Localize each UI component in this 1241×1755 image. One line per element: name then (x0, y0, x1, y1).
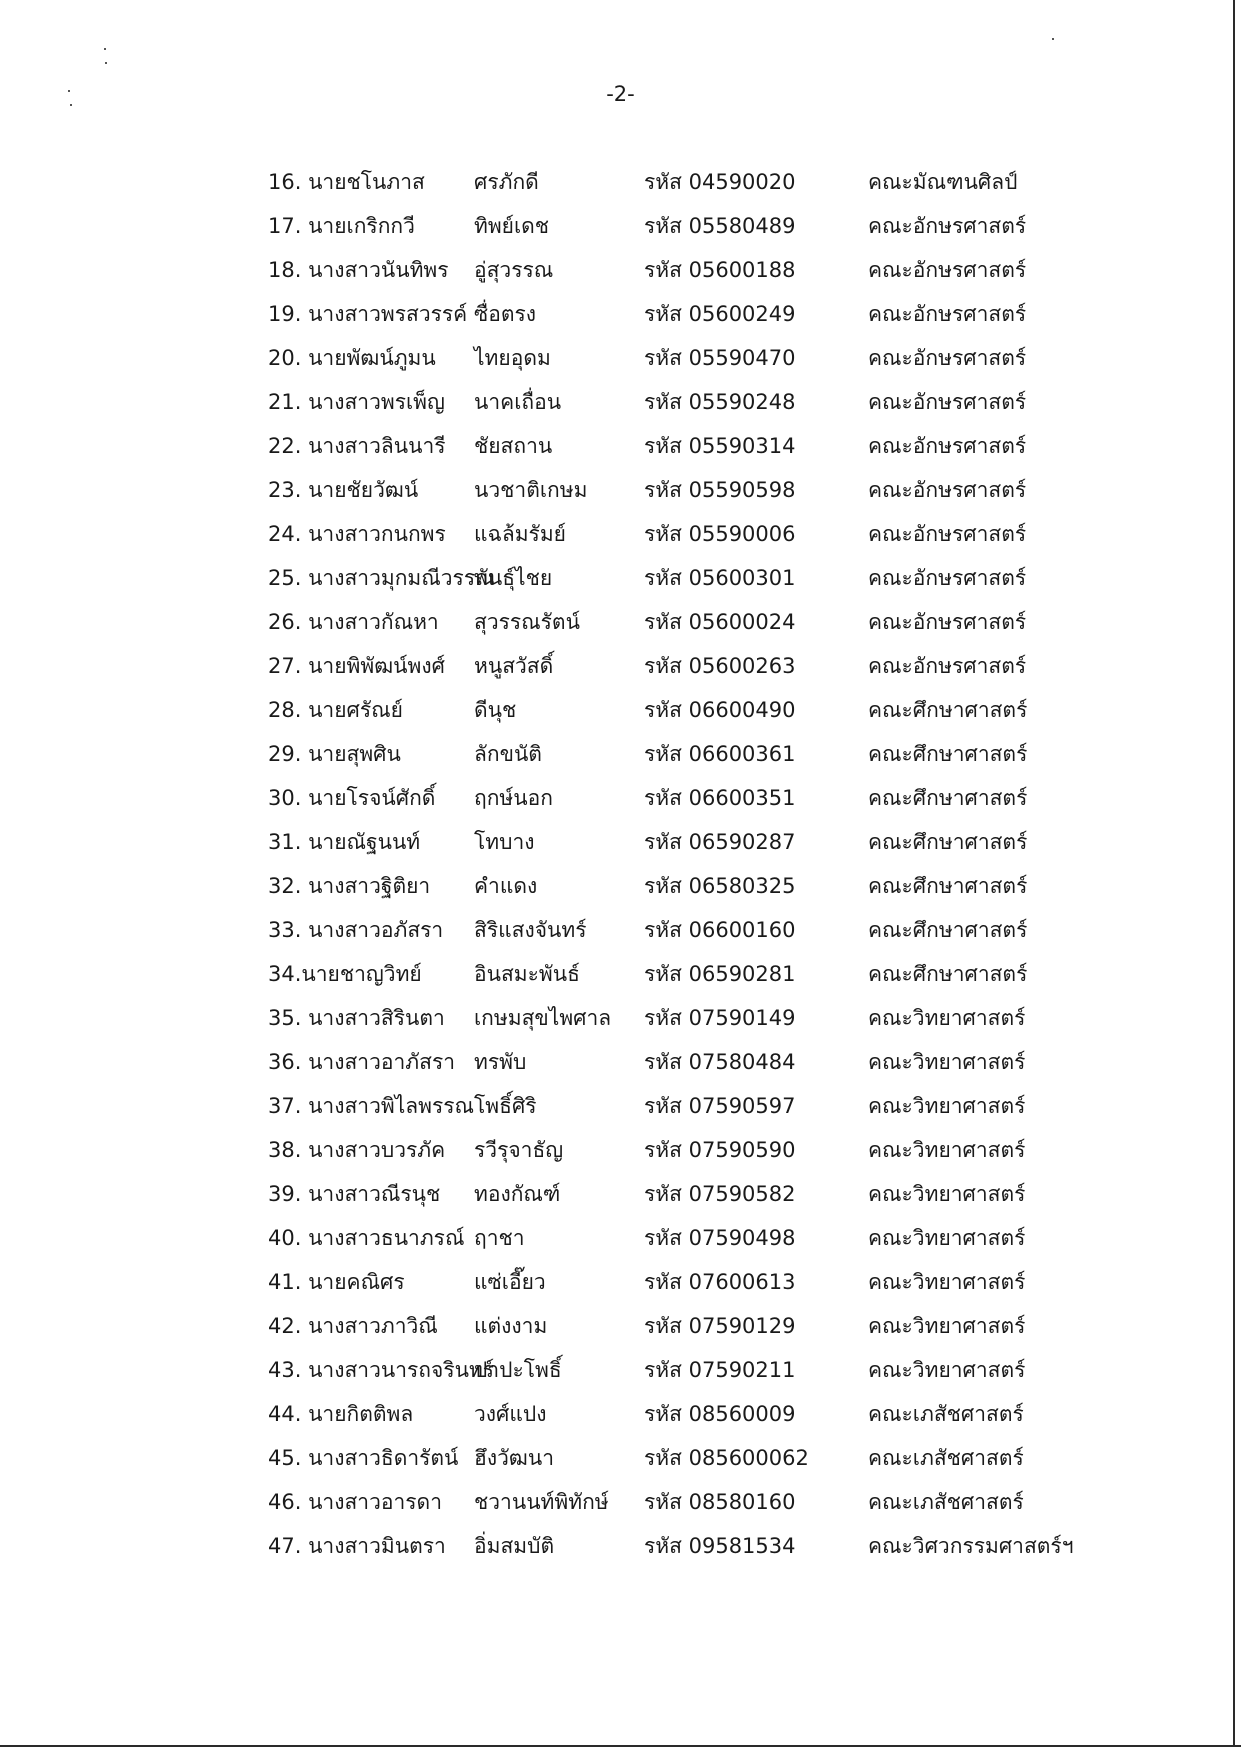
student-name: 37. นางสาวพิไลพรรณ (268, 1094, 475, 1118)
student-code: รหัส 07590582 (644, 1182, 796, 1206)
student-code: รหัส 05600263 (644, 654, 796, 678)
list-item (268, 380, 1088, 424)
list-item (268, 1392, 1088, 1436)
student-faculty: คณะวิทยาศาสตร์ (868, 1270, 1026, 1294)
student-faculty: คณะอักษรศาสตร์ (868, 478, 1027, 502)
list-item (268, 1216, 1088, 1260)
student-name: 24. นางสาวกนกพร (268, 522, 446, 546)
student-faculty: คณะวิทยาศาสตร์ (868, 1050, 1026, 1074)
student-surname: แฉล้มรัมย์ (474, 522, 566, 546)
list-item (268, 424, 1088, 468)
student-faculty: คณะศึกษาศาสตร์ (868, 786, 1028, 810)
student-code: รหัส 05590314 (644, 434, 796, 458)
student-faculty: คณะวิทยาศาสตร์ (868, 1314, 1026, 1338)
page-number: -2- (606, 82, 635, 106)
student-code: รหัส 09581534 (644, 1534, 796, 1558)
list-item (268, 908, 1088, 952)
student-surname: อิ่มสมบัติ (474, 1534, 555, 1558)
student-name: 16. นายชโนภาส (268, 170, 425, 194)
list-item (268, 1524, 1088, 1568)
student-code: รหัส 07580484 (644, 1050, 796, 1074)
student-name: 40. นางสาวธนาภรณ์ (268, 1226, 465, 1250)
list-item (268, 204, 1088, 248)
student-code: รหัส 06580325 (644, 874, 796, 898)
scan-edge-right (1233, 0, 1235, 1747)
student-surname: สุวรรณรัตน์ (474, 610, 580, 634)
student-surname: พันธุ์ไชย (474, 566, 553, 590)
student-name: 17. นายเกริกกวี (268, 214, 415, 238)
student-faculty: คณะอักษรศาสตร์ (868, 258, 1027, 282)
student-faculty: คณะศึกษาศาสตร์ (868, 742, 1028, 766)
list-item (268, 820, 1088, 864)
student-faculty: คณะเภสัชศาสตร์ (868, 1490, 1024, 1514)
student-code: รหัส 08560009 (644, 1402, 796, 1426)
student-surname: โทบาง (474, 830, 535, 854)
student-name: 23. นายชัยวัฒน์ (268, 478, 419, 502)
student-faculty: คณะอักษรศาสตร์ (868, 434, 1027, 458)
student-faculty: คณะอักษรศาสตร์ (868, 610, 1027, 634)
list-item (268, 1348, 1088, 1392)
student-surname: นวชาติเกษม (474, 478, 588, 502)
student-code: รหัส 07590498 (644, 1226, 796, 1250)
student-code: รหัส 05590006 (644, 522, 796, 546)
student-code: รหัส 07590590 (644, 1138, 796, 1162)
student-surname: อินสมะพันธ์ (474, 962, 580, 986)
student-faculty: คณะเภสัชศาสตร์ (868, 1402, 1024, 1426)
student-faculty: คณะอักษรศาสตร์ (868, 566, 1027, 590)
student-code: รหัส 06600361 (644, 742, 796, 766)
student-code: รหัส 08580160 (644, 1490, 796, 1514)
student-faculty: คณะอักษรศาสตร์ (868, 346, 1027, 370)
student-code: รหัส 06590281 (644, 962, 796, 986)
list-item (268, 1040, 1088, 1084)
list-item (268, 336, 1088, 380)
student-surname: ศรภักดี (474, 170, 539, 194)
student-surname: ชัยสถาน (474, 434, 553, 458)
list-item (268, 160, 1088, 204)
student-surname: ดีนุช (474, 698, 517, 722)
student-name: 35. นางสาวสิรินตา (268, 1006, 445, 1030)
student-surname: แซ่เอี๊ยว (474, 1270, 546, 1294)
student-faculty: คณะศึกษาศาสตร์ (868, 962, 1028, 986)
list-item (268, 996, 1088, 1040)
student-code: รหัส 07590129 (644, 1314, 796, 1338)
list-item (268, 1084, 1088, 1128)
student-faculty: คณะวิทยาศาสตร์ (868, 1138, 1026, 1162)
list-item (268, 292, 1088, 336)
scan-speck (105, 62, 107, 64)
student-code: รหัส 05590470 (644, 346, 796, 370)
scan-edge-bottom (0, 1745, 1241, 1747)
student-code: รหัส 05580489 (644, 214, 796, 238)
student-name: 46. นางสาวอารดา (268, 1490, 442, 1514)
list-item (268, 732, 1088, 776)
student-name: 42. นางสาวภาวิณี (268, 1314, 438, 1338)
list-item (268, 1128, 1088, 1172)
student-code: รหัส 05590598 (644, 478, 796, 502)
scan-speck (70, 104, 72, 106)
student-faculty: คณะวิทยาศาสตร์ (868, 1182, 1026, 1206)
student-surname: ฤาชา (474, 1226, 525, 1250)
student-surname: ลักขนัติ (474, 742, 542, 766)
student-code: รหัส 085600062 (644, 1446, 809, 1470)
list-item (268, 952, 1088, 996)
student-name: 21. นางสาวพรเพ็ญ (268, 390, 445, 414)
student-surname: ฤกษ์นอก (474, 786, 553, 810)
list-item (268, 600, 1088, 644)
student-code: รหัส 07590211 (644, 1358, 796, 1382)
list-item (268, 1480, 1088, 1524)
student-faculty: คณะเภสัชศาสตร์ (868, 1446, 1024, 1470)
list-item (268, 1172, 1088, 1216)
student-name: 18. นางสาวนันทิพร (268, 258, 449, 282)
student-name: 32. นางสาวฐิติยา (268, 874, 431, 898)
list-item (268, 512, 1088, 556)
list-item (268, 248, 1088, 292)
student-surname: วงศ์แปง (474, 1402, 547, 1426)
student-surname: หนูสวัสดิ์ (474, 654, 554, 678)
student-surname: รวีรุจาธัญ (474, 1138, 564, 1162)
scan-speck (104, 48, 106, 50)
student-name: 43. นางสาวนารถจรินทร์ (268, 1358, 495, 1382)
student-name: 34.นายชาญวิทย์ (268, 962, 422, 986)
list-item (268, 688, 1088, 732)
student-code: รหัส 07590149 (644, 1006, 796, 1030)
student-name: 47. นางสาวมินตรา (268, 1534, 446, 1558)
student-code: รหัส 06600160 (644, 918, 796, 942)
student-code: รหัส 05600249 (644, 302, 796, 326)
student-faculty: คณะอักษรศาสตร์ (868, 390, 1027, 414)
student-surname: สิริแสงจันทร์ (474, 918, 587, 942)
student-faculty: คณะอักษรศาสตร์ (868, 302, 1027, 326)
student-name: 19. นางสาวพรสวรรค์ (268, 302, 468, 326)
student-surname: อู่สุวรรณ (474, 258, 554, 282)
list-item (268, 468, 1088, 512)
student-name: 25. นางสาวมุกมณีวรรณ (268, 566, 495, 590)
student-surname: ทองกัณฑ์ (474, 1182, 561, 1206)
list-item (268, 556, 1088, 600)
student-name: 39. นางสาวณีรนุช (268, 1182, 441, 1206)
scan-speck (68, 90, 70, 92)
student-faculty: คณะวิทยาศาสตร์ (868, 1226, 1026, 1250)
student-surname: ทิพย์เดช (474, 214, 550, 238)
student-name: 41. นายคณิศร (268, 1270, 405, 1294)
student-surname: นาคเถื่อน (474, 390, 562, 414)
student-list (268, 160, 1088, 1568)
student-surname: ทรพับ (474, 1050, 527, 1074)
student-name: 44. นายกิตติพล (268, 1402, 414, 1426)
student-name: 31. นายณัฐนนท์ (268, 830, 421, 854)
student-name: 20. นายพัฒน์ภูมน (268, 346, 436, 370)
student-surname: ไทยอุดม (474, 346, 551, 370)
student-code: รหัส 06590287 (644, 830, 796, 854)
student-faculty: คณะอักษรศาสตร์ (868, 214, 1027, 238)
student-surname: คำแดง (474, 874, 538, 898)
student-surname: ซื่อตรง (474, 302, 537, 326)
student-code: รหัส 05600301 (644, 566, 796, 590)
student-name: 26. นางสาวกัณหา (268, 610, 439, 634)
student-faculty: คณะวิทยาศาสตร์ (868, 1094, 1026, 1118)
student-code: รหัส 06600351 (644, 786, 796, 810)
list-item (268, 776, 1088, 820)
student-name: 36. นางสาวอาภัสรา (268, 1050, 456, 1074)
student-name: 38. นางสาวบวรภัค (268, 1138, 446, 1162)
student-faculty: คณะวิศวกรรมศาสตร์ฯ (868, 1534, 1074, 1558)
student-code: รหัส 07600613 (644, 1270, 796, 1294)
student-name: 29. นายสุพศิน (268, 742, 401, 766)
list-item (268, 1260, 1088, 1304)
student-surname: แต่งงาม (474, 1314, 548, 1338)
student-surname: ปาปะโพธิ์ (474, 1358, 562, 1382)
student-name: 33. นางสาวอภัสรา (268, 918, 444, 942)
student-code: รหัส 05600188 (644, 258, 796, 282)
student-code: รหัส 05600024 (644, 610, 796, 634)
student-name: 28. นายศรัณย์ (268, 698, 403, 722)
student-code: รหัส 04590020 (644, 170, 796, 194)
student-surname: โพธิ์ศิริ (474, 1094, 537, 1118)
student-faculty: คณะมัณฑนศิลป์ (868, 170, 1018, 194)
student-faculty: คณะศึกษาศาสตร์ (868, 874, 1028, 898)
student-name: 30. นายโรจน์ศักดิ์ (268, 786, 436, 810)
list-item (268, 644, 1088, 688)
student-code: รหัส 05590248 (644, 390, 796, 414)
student-faculty: คณะศึกษาศาสตร์ (868, 830, 1028, 854)
student-surname: ฮึงวัฒนา (474, 1446, 554, 1470)
scan-speck (1052, 38, 1054, 40)
list-item (268, 1436, 1088, 1480)
student-name: 45. นางสาวธิดารัตน์ (268, 1446, 459, 1470)
list-item (268, 1304, 1088, 1348)
student-faculty: คณะศึกษาศาสตร์ (868, 698, 1028, 722)
student-surname: ชวานนท์พิทักษ์ (474, 1490, 609, 1514)
student-faculty: คณะอักษรศาสตร์ (868, 522, 1027, 546)
student-code: รหัส 07590597 (644, 1094, 796, 1118)
student-faculty: คณะศึกษาศาสตร์ (868, 918, 1028, 942)
student-faculty: คณะอักษรศาสตร์ (868, 654, 1027, 678)
student-code: รหัส 06600490 (644, 698, 796, 722)
student-name: 22. นางสาวลินนารี (268, 434, 446, 458)
student-faculty: คณะวิทยาศาสตร์ (868, 1006, 1026, 1030)
student-surname: เกษมสุขไพศาล (474, 1006, 612, 1030)
student-faculty: คณะวิทยาศาสตร์ (868, 1358, 1026, 1382)
student-name: 27. นายพิพัฒน์พงศ์ (268, 654, 445, 678)
list-item (268, 864, 1088, 908)
